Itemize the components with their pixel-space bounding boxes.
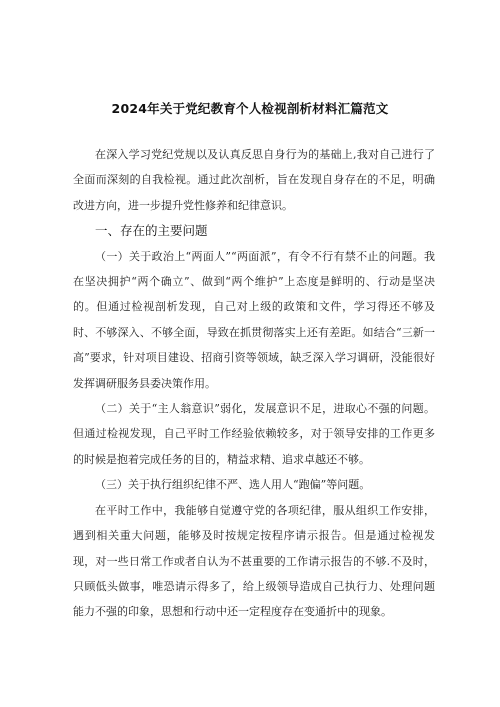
problem-item-3-heading: （三）关于执行组织纪律不严、选人用人“跑偏”等问题。	[95, 478, 371, 492]
problem-item-3-paragraph: 在平时工作中，我能够自觉遵守党的各项纪律，服从组织工作安排，遇到相关重大问题，能够及时按规定按程序请示报告。但是通过检视发现，对一些日常工作或者自认为不甚重要的工作请示报告的不够.不及时，只顾低头做事，唯恐请示得多了，给上级领导造成自己执行力、处理问题能力不强的印象，思想和行动中还一定程度存在变通折中的现象。	[73, 503, 435, 619]
document-body	[73, 142, 435, 625]
intro-paragraph: 在深入学习党纪党规以及认真反思自身行为的基础上,我对自己进行了全面而深刻的自我检视。通过此次剖析，旨在发现自身存在的不足，明确改进方向，进一步提升党性修养和纪律意识。	[73, 148, 435, 212]
section-heading-main-problems: 一、存在的主要问题	[95, 223, 208, 239]
problem-item-2-paragraph: （二）关于“主人翁意识”弱化，发展意识不足，进取心不强的问题。但通过检视发现，自己平时工作经验依赖较多，对于领导安排的工作更多的时候是抱着完成任务的目的，精益求精、追求卓越还不够。	[73, 402, 435, 466]
document-title: 2024年关于党纪教育个人检视剖析材料汇篇范文	[111, 101, 389, 116]
problem-item-1-paragraph: （一）关于政治上“两面人”“两面派”，有令不行有禁不止的问题。我在坚决拥护“两个确立”、做到“两个维护”上态度是鲜明的、行动是坚决的。但通过检视剖析发现，自己对上级的政策和文件，学习得还不够及时、不够深入、不够全面，导致在抓贯彻落实上还有差距。如结合“三新一高”要求，针对项目建设、招商引资等领域，缺乏深入学习调研，没能很好发挥调研服务县委决策作用。	[73, 249, 435, 390]
